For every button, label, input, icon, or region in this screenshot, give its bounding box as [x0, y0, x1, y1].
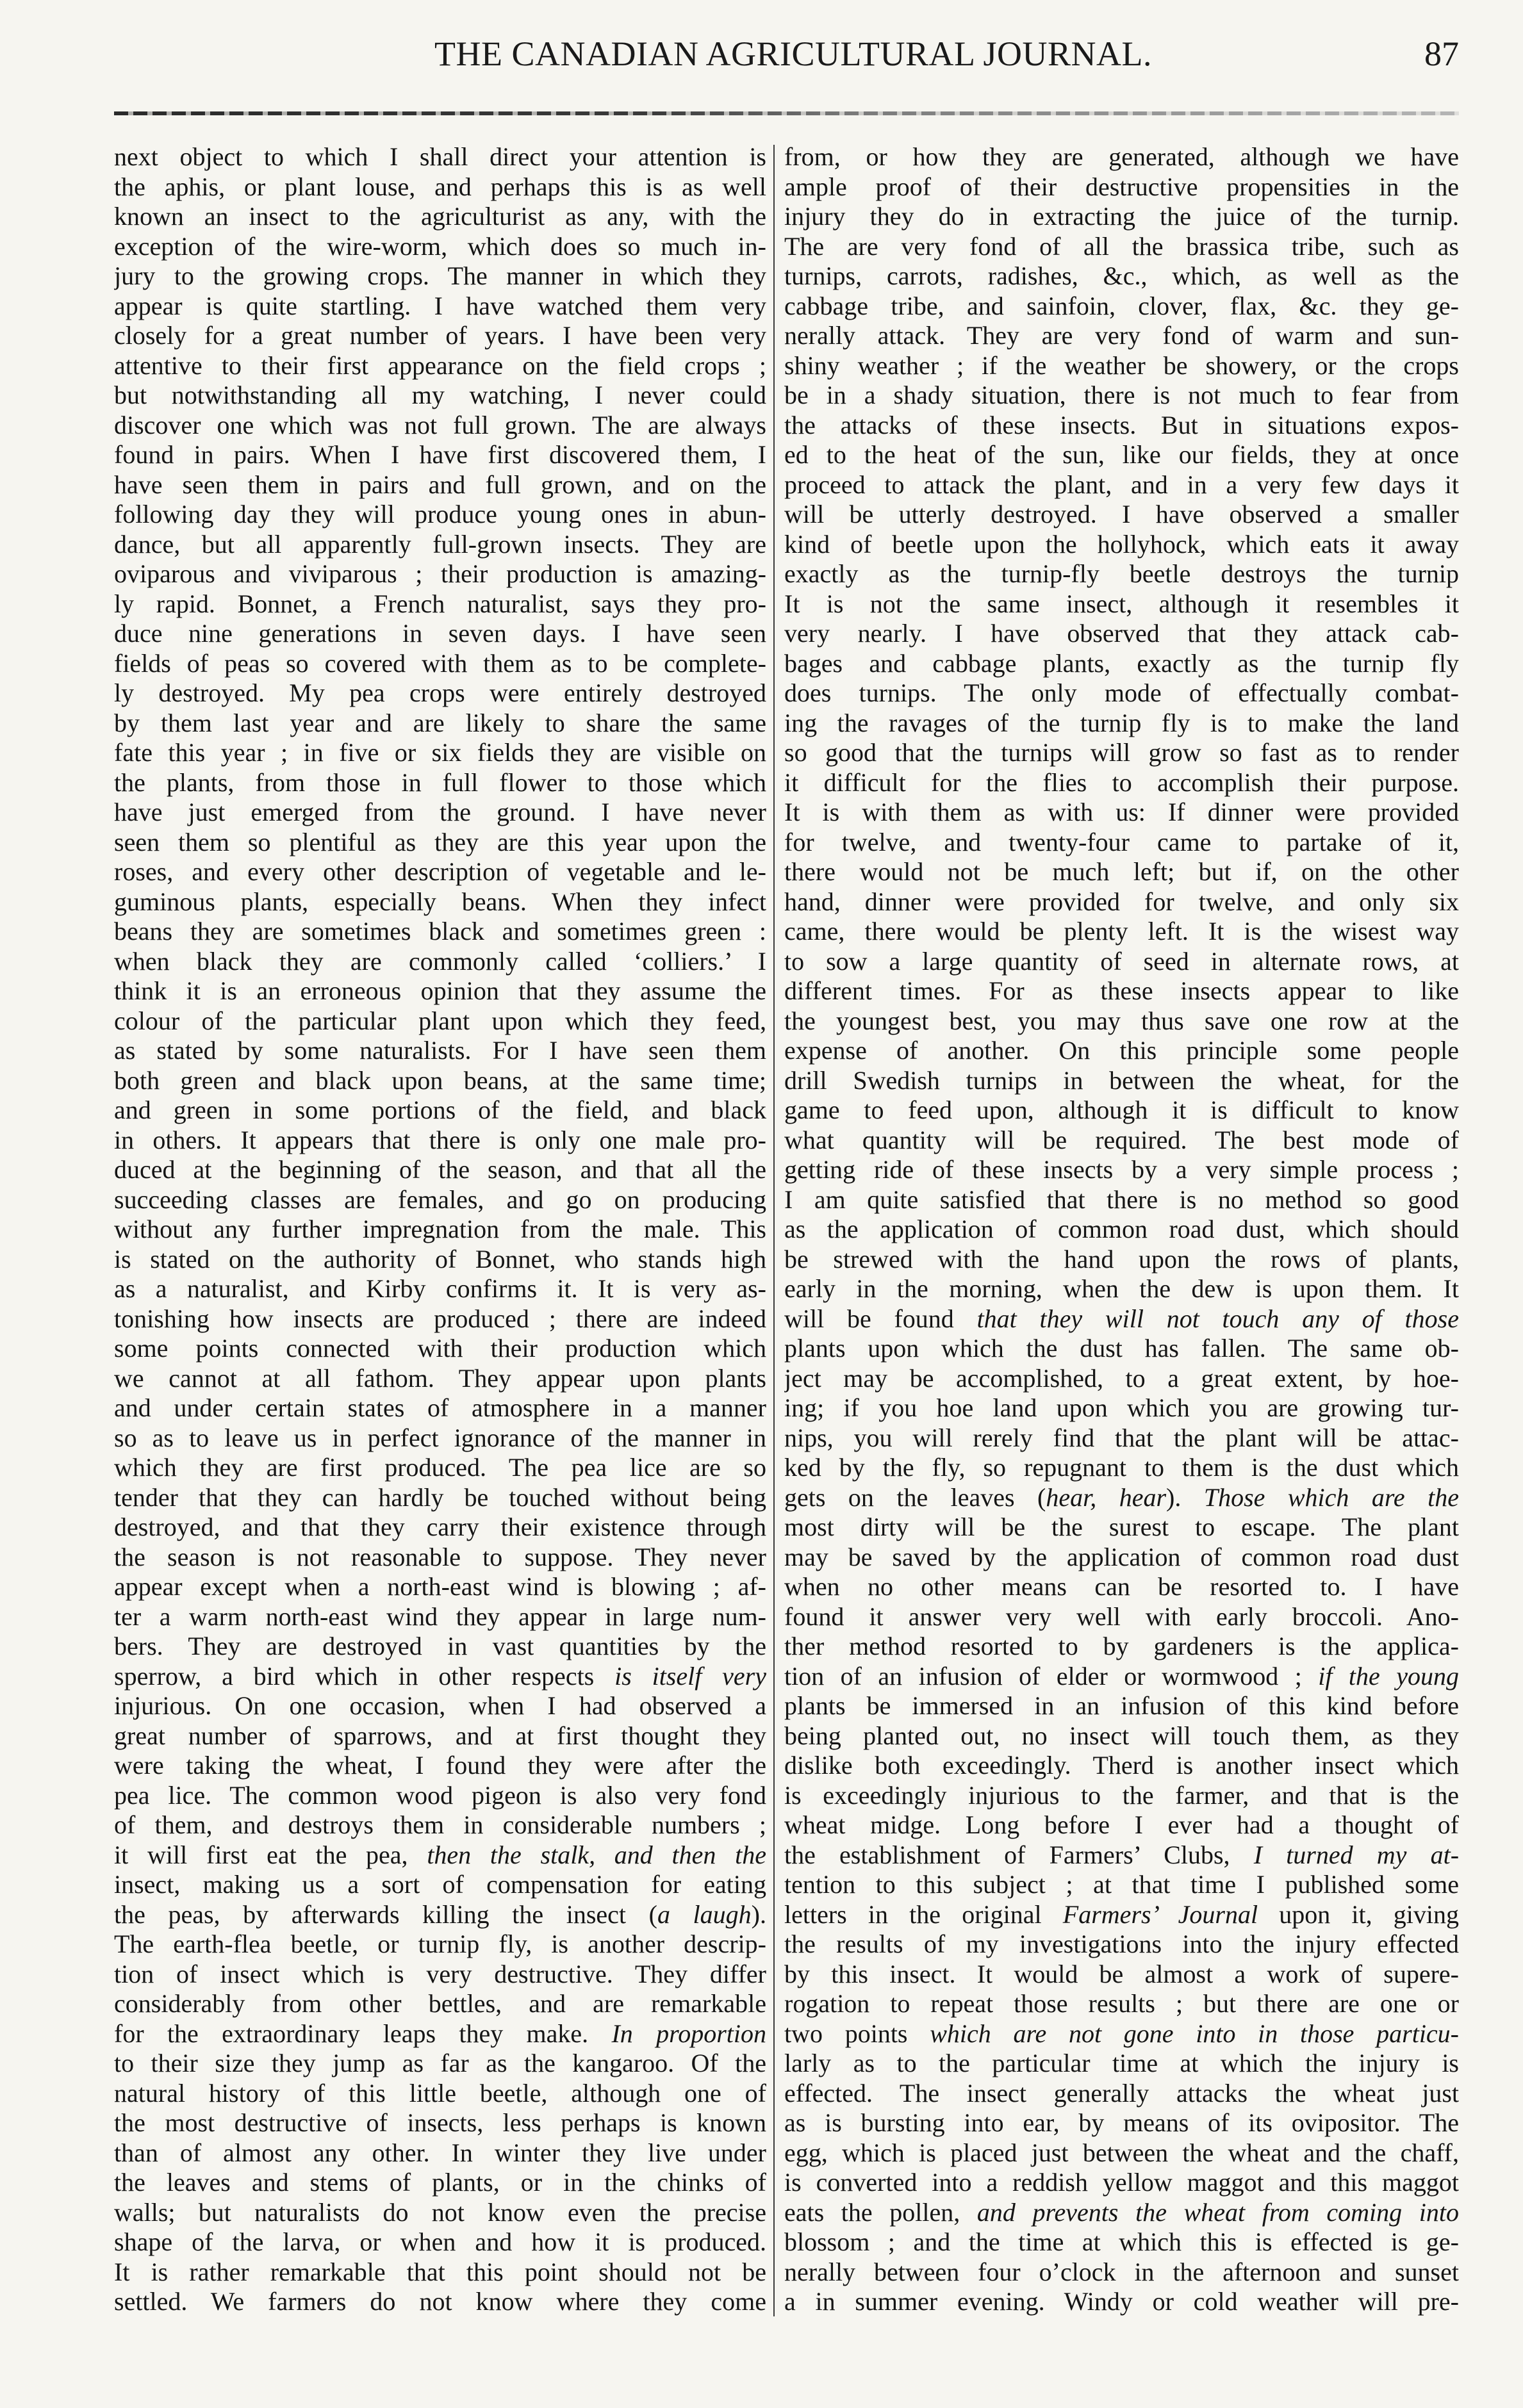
text-line: as stated by some naturalists. For I have seen them [114, 1036, 766, 1065]
text-line: next object to which I shall direct your attention is [114, 142, 766, 171]
text-line: ing the ravages of the turnip fly is to make the land [784, 708, 1459, 737]
text-line: think it is an erroneous opinion that they assume the [114, 976, 766, 1005]
italic-text: I turned my at- [1253, 1840, 1459, 1869]
text-line: cabbage tribe, and sainfoin, clover, flax, &c. they ge- [784, 291, 1459, 320]
text-segment: sperrow, a bird which in other respects [114, 1661, 615, 1691]
text-line: different times. For as these insects appear to like [784, 976, 1459, 1005]
text-line: insect, making us a sort of compensation for eating [114, 1870, 766, 1899]
text-line: for twelve, and twenty-four came to partake of it, [784, 827, 1459, 856]
text-line: jury to the growing crops. The manner in which they [114, 261, 766, 290]
text-line: it difficult for the flies to accomplish their purpose. [784, 767, 1459, 797]
text-line: drill Swedish turnips in between the wheat, for the [784, 1065, 1459, 1095]
text-line: hand, dinner were provided for twelve, and only six [784, 887, 1459, 916]
text-line: walls; but naturalists do not know even the precise [114, 2197, 766, 2227]
italic-text: hear, hear [1046, 1482, 1167, 1512]
text-line: very nearly. I have observed that they attack cab- [784, 619, 1459, 648]
text-segment: upon it, giving [1258, 1899, 1459, 1929]
text-line: when no other means can be resorted to. I have [784, 1572, 1459, 1601]
text-line: ther method resorted to by gardeners is the applica- [784, 1632, 1459, 1660]
text-line: ample proof of their destructive propensities in the [784, 172, 1459, 201]
text-segment: the establishment of Farmers’ Clubs, [784, 1840, 1254, 1869]
text-line: most dirty will be the surest to escape. The plant [784, 1512, 1459, 1541]
journal-title: THE CANADIAN AGRICULTURAL JOURNAL. [434, 35, 1152, 73]
text-line: dance, but all apparently full-grown insects. They are [114, 529, 766, 559]
text-line: both green and black upon beans, at the same time; [114, 1065, 766, 1095]
text-line: fate this year ; in five or six fields they are visible on [114, 738, 766, 767]
text-line: oviparous and viviparous ; their production is amazing- [114, 559, 766, 588]
text-line: kind of beetle upon the hollyhock, which eats it away [784, 529, 1459, 559]
text-line: and green in some portions of the field, and black [114, 1095, 766, 1124]
text-line: will be utterly destroyed. I have observed a smaller [784, 500, 1459, 528]
text-line: some points connected with their production which [114, 1334, 766, 1363]
text-line: so as to leave us in perfect ignorance of the manner in [114, 1423, 766, 1452]
text-line: effected. The insect generally attacks the wheat just [784, 2078, 1459, 2108]
text-line: by this insect. It would be almost a work of supere- [784, 1959, 1459, 1988]
text-line: ked by the fly, so repugnant to them is the dust which [784, 1453, 1459, 1482]
text-line: plants be immersed in an infusion of this kind before [784, 1691, 1459, 1720]
text-line: came, there would be plenty left. It is the wisest way [784, 917, 1459, 946]
text-line: attentive to their first appearance on the field crops ; [114, 350, 766, 380]
text-segment: for the extraordinary leaps they make. [114, 2019, 612, 2048]
text-line: pea lice. The common wood pigeon is also very fond [114, 1780, 766, 1810]
text-line: larly as to the particular time at which the injury is [784, 2049, 1459, 2077]
italic-text: Those which are the [1203, 1482, 1459, 1512]
text-line: appear is quite startling. I have watched them very [114, 291, 766, 320]
header-rule [114, 111, 1459, 115]
text-line: It is rather remarkable that this point should not be [114, 2257, 766, 2286]
text-line: tonishing how insects are produced ; there are indeed [114, 1304, 766, 1333]
text-line: tender that they can hardly be touched without being [114, 1482, 766, 1512]
text-line: by them last year and are likely to share the same [114, 708, 766, 737]
text-line: is stated on the authority of Bonnet, who stands high [114, 1244, 766, 1274]
text-line: nips, you will rerely find that the plant will be attac- [784, 1423, 1459, 1452]
italic-text: In proportion [611, 2019, 766, 2048]
text-line: The are very fond of all the brassica tribe, such as [784, 231, 1459, 261]
text-line: It is with them as with us: If dinner were provided [784, 798, 1459, 826]
text-line [784, 1662, 1459, 1692]
text-line: appear except when a north-east wind is blowing ; af- [114, 1572, 766, 1601]
text-line: the attacks of these insects. But in situations expos- [784, 410, 1459, 439]
text-line: of them, and destroys them in considerable numbers ; [114, 1810, 766, 1839]
text-line: getting ride of these insects by a very simple process ; [784, 1155, 1459, 1184]
italic-text: that they will not touch any of those [976, 1304, 1459, 1333]
text-segment: will be found [784, 1304, 977, 1333]
text-line: shiny weather ; if the weather be showery, or the crops [784, 350, 1459, 380]
text-segment: eats the pollen, [784, 2197, 977, 2227]
text-line: shape of the larva, or when and how it is produced. [114, 2227, 766, 2256]
text-line: as a naturalist, and Kirby confirms it. It is very as- [114, 1274, 766, 1303]
text-line: from, or how they are generated, although we have [784, 142, 1459, 171]
text-line: seen them so plentiful as they are this year upon the [114, 827, 766, 856]
text-line: turnips, carrots, radishes, &c., which, as well as the [784, 261, 1459, 290]
text-line: be in a shady situation, there is not much to fear from [784, 381, 1459, 409]
text-line: ly destroyed. My pea crops were entirely destroyed [114, 678, 766, 707]
text-segment: two points [784, 2019, 930, 2048]
text-line: in others. It appears that there is only one male pro- [114, 1125, 766, 1154]
text-line: injurious. On one occasion, when I had observed a [114, 1691, 766, 1720]
text-line: as the application of common road dust, which should [784, 1215, 1459, 1243]
text-line [784, 1483, 1459, 1513]
text-line: the youngest best, you may thus save one row at the [784, 1006, 1459, 1035]
text-line: I am quite satisfied that there is no method so good [784, 1184, 1459, 1214]
text-segment: tion of an infusion of elder or wormwood ; [784, 1661, 1319, 1691]
text-line: there would not be much left; but if, on the other [784, 857, 1459, 886]
text-line: roses, and every other description of vegetable and le- [114, 857, 766, 886]
text-line: be strewed with the hand upon the rows of plants, [784, 1244, 1459, 1274]
text-line [114, 2019, 766, 2049]
italic-text: Farmers’ Journal [1062, 1899, 1258, 1929]
text-line: ed to the heat of the sun, like our fields, they at once [784, 440, 1459, 469]
text-line: dislike both exceedingly. Therd is another insect which [784, 1751, 1459, 1780]
text-line: plants upon which the dust has fallen. The same ob- [784, 1334, 1459, 1363]
text-line: the plants, from those in full flower to those which [114, 767, 766, 797]
text-line: settled. We farmers do not know where they come [114, 2287, 766, 2316]
text-line: injury they do in extracting the juice of the turnip. [784, 202, 1459, 231]
page-number: 87 [1424, 35, 1459, 73]
text-line: duce nine generations in seven days. I have seen [114, 619, 766, 648]
text-line: guminous plants, especially beans. When they infect [114, 887, 766, 916]
text-line: succeeding classes are females, and go on producing [114, 1184, 766, 1214]
text-line: a in summer evening. Windy or cold weather will pre- [784, 2287, 1459, 2316]
text-line: duced at the beginning of the season, and that all the [114, 1155, 766, 1184]
text-segment: letters in the original [784, 1899, 1063, 1929]
text-line: known an insect to the agriculturist as any, with the [114, 202, 766, 231]
text-segment: ). [1166, 1482, 1204, 1512]
text-line: exception of the wire-worm, which does so much in- [114, 231, 766, 261]
text-line: nerally attack. They are very fond of warm and sun- [784, 321, 1459, 350]
text-line: as is bursting into ear, by means of its ovipositor. The [784, 2108, 1459, 2137]
text-line: and under certain states of atmosphere in a manner [114, 1393, 766, 1422]
text-segment: gets on the leaves ( [784, 1482, 1046, 1512]
text-line: ter a warm north-east wind they appear in large num- [114, 1601, 766, 1631]
text-line: It is not the same insect, although it resembles it [784, 589, 1459, 618]
italic-text: which are not gone into in those particu- [930, 2019, 1459, 2048]
text-line [784, 1840, 1459, 1871]
italic-text: is itself very [614, 1661, 766, 1691]
text-line: beans they are sometimes black and sometimes green : [114, 917, 766, 946]
text-segment: ). [751, 1899, 766, 1929]
text-line: without any further impregnation from the male. This [114, 1215, 766, 1243]
text-line: is exceedingly injurious to the farmer, and that is the [784, 1780, 1459, 1810]
text-line: the results of my investigations into the injury effected [784, 1929, 1459, 1958]
text-line: may be saved by the application of common road dust [784, 1542, 1459, 1571]
text-line [784, 1304, 1459, 1334]
text-line: proceed to attack the plant, and in a very few days it [784, 470, 1459, 499]
text-line: bages and cabbage plants, exactly as the turnip fly [784, 648, 1459, 678]
text-line: bers. They are destroyed in vast quantities by the [114, 1632, 766, 1660]
text-line: which they are first produced. The pea lice are so [114, 1453, 766, 1482]
text-segment: the peas, by afterwards killing the insect ( [114, 1899, 657, 1929]
text-line: nerally between four o’clock in the afternoon and sunset [784, 2257, 1459, 2286]
text-line: we cannot at all fathom. They appear upon plants [114, 1363, 766, 1393]
text-line: colour of the particular plant upon which they feed, [114, 1006, 766, 1035]
column-divider [773, 145, 775, 2316]
text-line: ing; if you hoe land upon which you are growing tur- [784, 1393, 1459, 1422]
text-line: expense of another. On this principle some people [784, 1036, 1459, 1065]
text-line: when black they are commonly called ‘colliers.’ I [114, 946, 766, 976]
text-line: have just emerged from the ground. I have never [114, 798, 766, 826]
text-line: have seen them in pairs and full grown, and on the [114, 470, 766, 499]
text-line: fields of peas so covered with them as to be complete- [114, 648, 766, 678]
text-line: The earth-flea beetle, or turnip fly, is another descrip- [114, 1929, 766, 1958]
italic-text: and prevents the wheat from coming into [976, 2197, 1459, 2227]
text-line: ject may be accomplished, to a great extent, by hoe- [784, 1363, 1459, 1393]
text-line: the aphis, or plant louse, and perhaps this is as well [114, 172, 766, 201]
text-line: does turnips. The only mode of effectually combat- [784, 678, 1459, 707]
text-line: tion of insect which is very destructive. They differ [114, 1959, 766, 1988]
italic-text: then the stalk, and then the [427, 1840, 766, 1869]
text-line: great number of sparrows, and at first thought they [114, 1721, 766, 1750]
text-segment: it will first eat the pea, [114, 1840, 427, 1869]
text-line: so good that the turnips will grow so fast as to render [784, 738, 1459, 767]
right-column [784, 142, 1459, 2317]
text-line: early in the morning, when the dew is upon them. It [784, 1274, 1459, 1303]
text-line [784, 1900, 1459, 1930]
text-line: the leaves and stems of plants, or in the chinks of [114, 2168, 766, 2197]
text-line: than of almost any other. In winter they live under [114, 2138, 766, 2167]
text-line [114, 1900, 766, 1930]
text-line: to their size they jump as far as the kangaroo. Of the [114, 2049, 766, 2077]
text-line [784, 2019, 1459, 2049]
text-line: blossom ; and the time at which this is effected is ge- [784, 2227, 1459, 2256]
italic-text: a laugh [657, 1899, 752, 1929]
text-line: being planted out, no insect will touch them, as they [784, 1721, 1459, 1750]
text-line: wheat midge. Long before I ever had a thought of [784, 1810, 1459, 1839]
text-line: natural history of this little beetle, although one of [114, 2078, 766, 2108]
text-line: found in pairs. When I have first discovered them, I [114, 440, 766, 469]
text-line: to sow a large quantity of seed in alternate rows, at [784, 946, 1459, 976]
text-line: but notwithstanding all my watching, I never could [114, 381, 766, 409]
text-line: game to feed upon, although it is difficult to know [784, 1095, 1459, 1124]
text-line: the season is not reasonable to suppose. They never [114, 1542, 766, 1571]
text-line: discover one which was not full grown. The are always [114, 410, 766, 439]
text-line: closely for a great number of years. I have been very [114, 321, 766, 350]
text-line: exactly as the turnip-fly beetle destroys the turnip [784, 559, 1459, 588]
text-line: tention to this subject ; at that time I published some [784, 1870, 1459, 1899]
text-line: what quantity will be required. The best mode of [784, 1125, 1459, 1154]
text-line: rogation to repeat those results ; but there are one or [784, 1989, 1459, 2018]
text-line: egg, which is placed just between the wheat and the chaff, [784, 2138, 1459, 2167]
text-line: found it answer very well with early broccoli. Ano- [784, 1601, 1459, 1631]
text-line [114, 1840, 766, 1871]
text-line: is converted into a reddish yellow maggot and this maggot [784, 2168, 1459, 2197]
left-column [114, 142, 766, 2317]
text-line: were taking the wheat, I found they were after the [114, 1751, 766, 1780]
text-line [114, 1662, 766, 1692]
text-line: ly rapid. Bonnet, a French naturalist, says they pro- [114, 589, 766, 618]
text-line: following day they will produce young ones in abun- [114, 500, 766, 528]
italic-text: if the young [1318, 1661, 1459, 1691]
text-line: the most destructive of insects, less perhaps is known [114, 2108, 766, 2137]
text-line: considerably from other bettles, and are remarkable [114, 1989, 766, 2018]
text-line: destroyed, and that they carry their existence through [114, 1512, 766, 1541]
text-line [784, 2198, 1459, 2228]
